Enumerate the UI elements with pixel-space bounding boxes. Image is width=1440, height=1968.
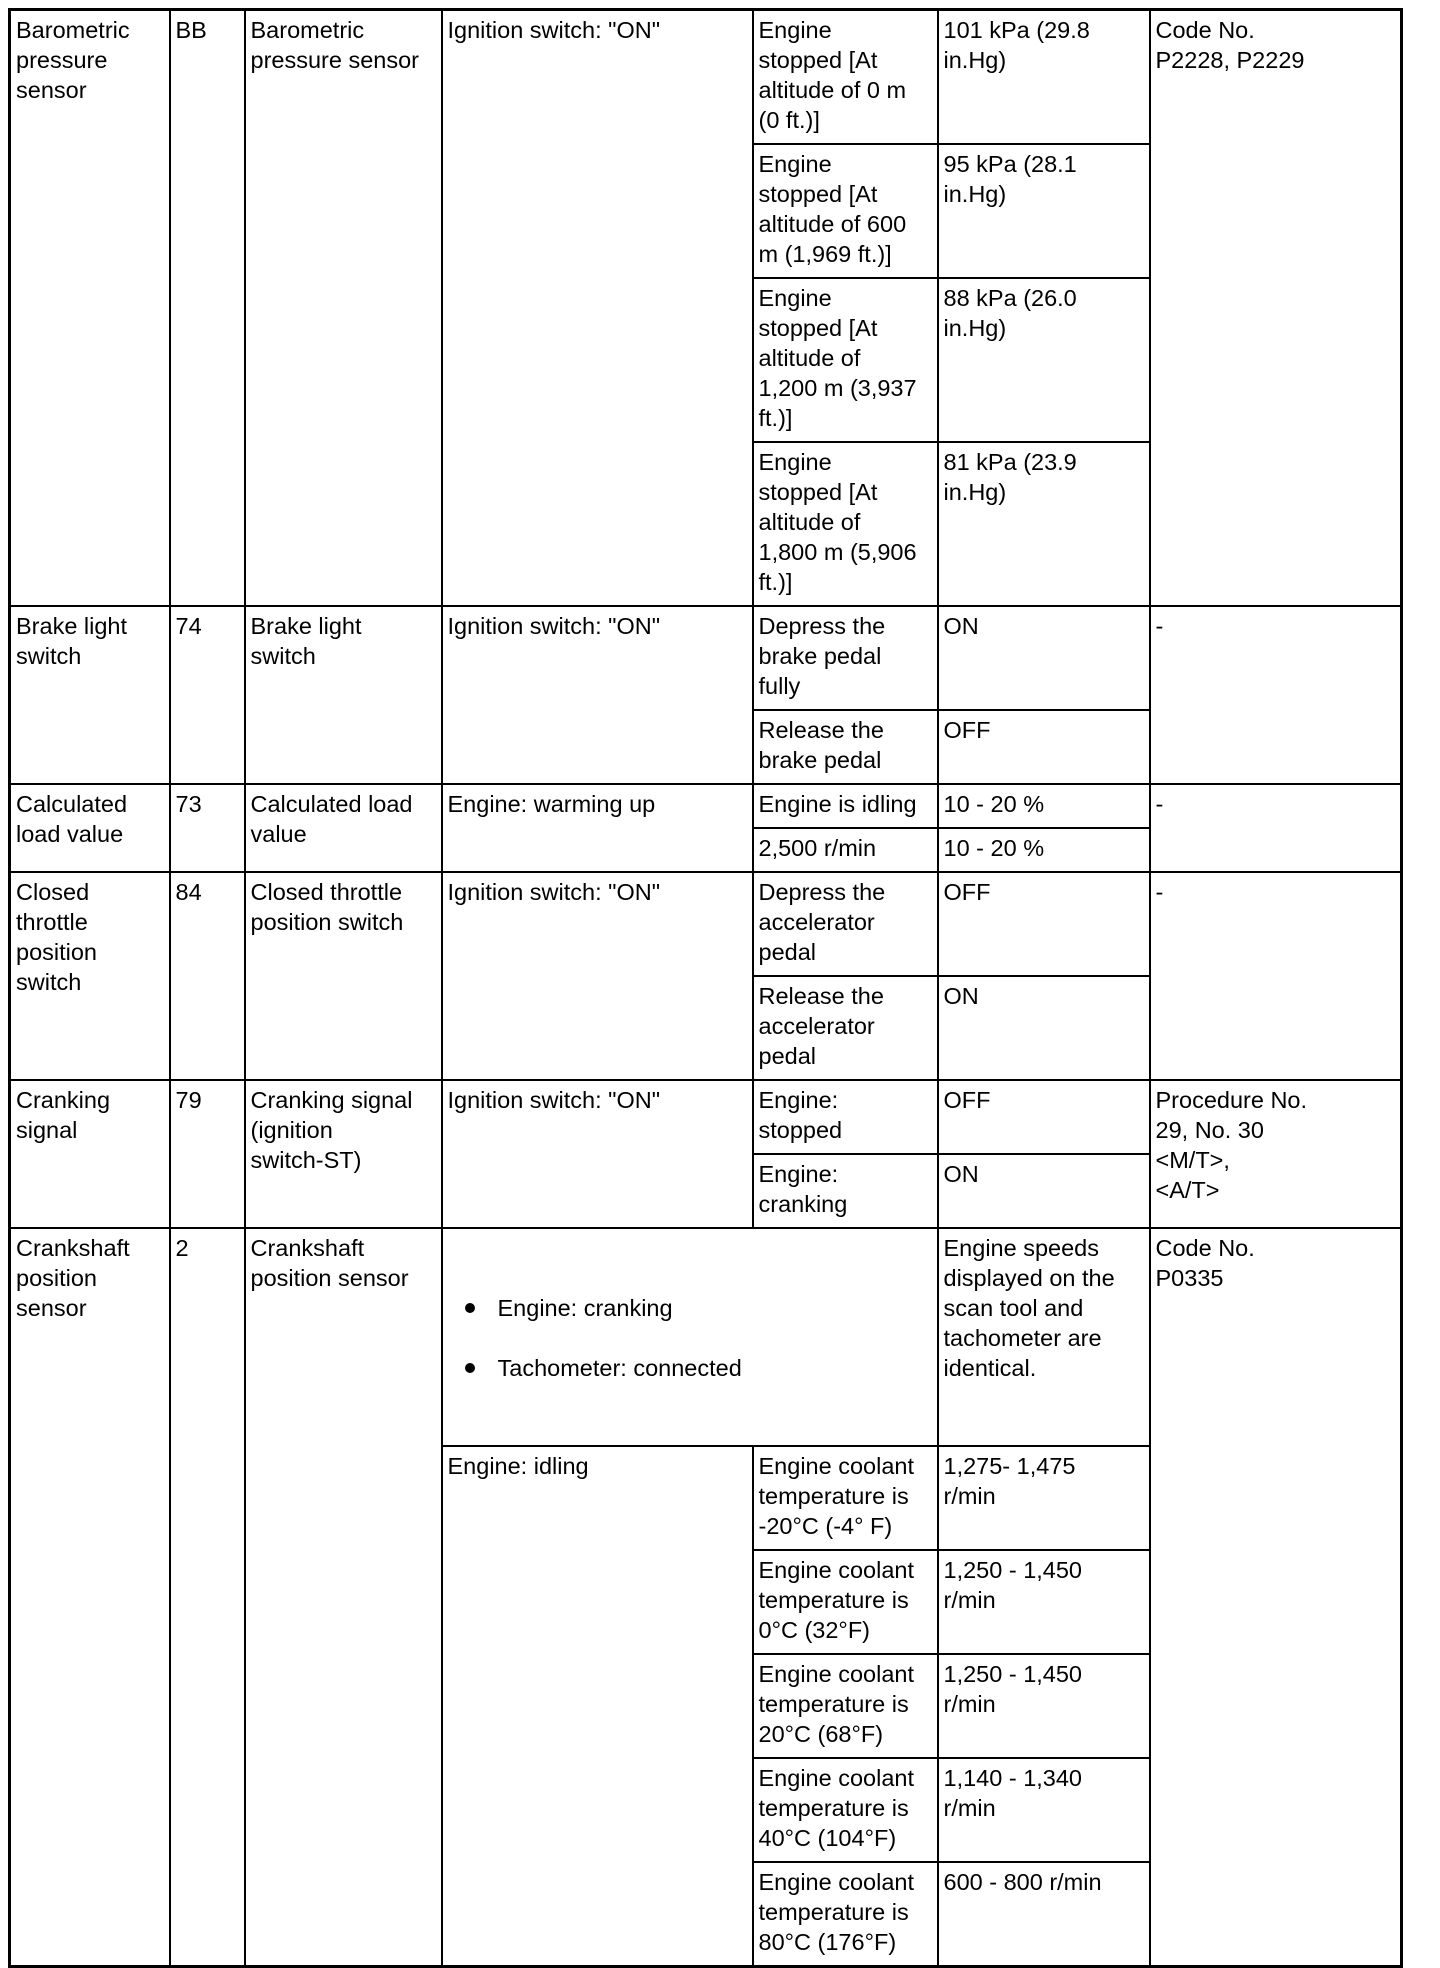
sub-condition-cell: Engine coolant temperature is 0°C (32°F) bbox=[753, 1550, 938, 1654]
item-cell: Calculated load value bbox=[10, 784, 170, 872]
item-number-cell: BB bbox=[170, 10, 245, 607]
item-cell: Brake light switch bbox=[10, 606, 170, 784]
check-condition-cell: Ignition switch: "ON" bbox=[442, 1080, 753, 1228]
normal-value-cell: OFF bbox=[938, 710, 1150, 784]
diagnostic-data-table bbox=[8, 8, 1403, 1968]
item-number-cell: 73 bbox=[170, 784, 245, 872]
list-item: Engine: cranking bbox=[462, 1293, 933, 1323]
normal-value-cell: 10 - 20 % bbox=[938, 828, 1150, 872]
sub-condition-cell: Engine: stopped bbox=[753, 1080, 938, 1154]
check-condition-cell: Ignition switch: "ON" bbox=[442, 606, 753, 784]
item-cell: Barometric pressure sensor bbox=[10, 10, 170, 607]
item-number-cell: 79 bbox=[170, 1080, 245, 1228]
sub-condition-cell: Engine stopped [At altitude of 1,800 m (5,906 ft.)] bbox=[753, 442, 938, 606]
normal-value-cell: 1,140 - 1,340 r/min bbox=[938, 1758, 1150, 1862]
check-condition-cell: Engine: idling bbox=[442, 1446, 753, 1967]
item-name-cell: Calculated load value bbox=[245, 784, 442, 872]
normal-value-cell: 600 - 800 r/min bbox=[938, 1862, 1150, 1967]
table-row bbox=[10, 1228, 1402, 1446]
item-number-cell: 2 bbox=[170, 1228, 245, 1967]
sub-condition-cell: Engine: cranking bbox=[753, 1154, 938, 1228]
item-cell: Closed throttle position switch bbox=[10, 872, 170, 1080]
item-number-cell: 74 bbox=[170, 606, 245, 784]
check-condition-cell bbox=[442, 1228, 938, 1446]
item-name-cell: Barometric pressure sensor bbox=[245, 10, 442, 607]
sub-condition-cell: Depress the accelerator pedal bbox=[753, 872, 938, 976]
normal-value-cell: 1,250 - 1,450 r/min bbox=[938, 1654, 1150, 1758]
sub-condition-cell: Engine coolant temperature is 20°C (68°F) bbox=[753, 1654, 938, 1758]
normal-value-cell: 1,250 - 1,450 r/min bbox=[938, 1550, 1150, 1654]
sub-condition-cell: Engine coolant temperature is -20°C (-4° F) bbox=[753, 1446, 938, 1550]
normal-value-cell: 10 - 20 % bbox=[938, 784, 1150, 828]
normal-value-cell: Engine speeds displayed on the scan tool and tachometer are identical. bbox=[938, 1228, 1150, 1446]
list-item: Tachometer: connected bbox=[462, 1353, 933, 1383]
table-row bbox=[10, 606, 1402, 710]
normal-value-cell: 1,275- 1,475 r/min bbox=[938, 1446, 1150, 1550]
reference-cell: Code No. P2228, P2229 bbox=[1150, 10, 1402, 607]
sub-condition-cell: Release the accelerator pedal bbox=[753, 976, 938, 1080]
table-row bbox=[10, 1080, 1402, 1154]
item-number-cell: 84 bbox=[170, 872, 245, 1080]
normal-value-cell: ON bbox=[938, 976, 1150, 1080]
sub-condition-cell: Engine coolant temperature is 80°C (176°F) bbox=[753, 1862, 938, 1967]
item-name-cell: Brake light switch bbox=[245, 606, 442, 784]
item-cell: Crankshaft position sensor bbox=[10, 1228, 170, 1967]
condition-bullet-list bbox=[448, 1263, 933, 1413]
reference-cell: - bbox=[1150, 606, 1402, 784]
table-row bbox=[10, 872, 1402, 976]
normal-value-cell: 101 kPa (29.8 in.Hg) bbox=[938, 10, 1150, 145]
table-row bbox=[10, 784, 1402, 828]
sub-condition-cell: Engine stopped [At altitude of 0 m (0 ft.)] bbox=[753, 10, 938, 145]
table-row bbox=[10, 10, 1402, 145]
sub-condition-cell: Engine is idling bbox=[753, 784, 938, 828]
check-condition-cell: Ignition switch: "ON" bbox=[442, 872, 753, 1080]
sub-condition-cell: 2,500 r/min bbox=[753, 828, 938, 872]
normal-value-cell: ON bbox=[938, 1154, 1150, 1228]
item-name-cell: Cranking signal (ignition switch-ST) bbox=[245, 1080, 442, 1228]
item-cell: Cranking signal bbox=[10, 1080, 170, 1228]
sub-condition-cell: Release the brake pedal bbox=[753, 710, 938, 784]
sub-condition-cell: Depress the brake pedal fully bbox=[753, 606, 938, 710]
reference-cell: - bbox=[1150, 784, 1402, 872]
sub-condition-cell: Engine coolant temperature is 40°C (104°F) bbox=[753, 1758, 938, 1862]
normal-value-cell: 88 kPa (26.0 in.Hg) bbox=[938, 278, 1150, 442]
sub-condition-cell: Engine stopped [At altitude of 1,200 m (3,937 ft.)] bbox=[753, 278, 938, 442]
item-name-cell: Crankshaft position sensor bbox=[245, 1228, 442, 1967]
check-condition-cell: Engine: warming up bbox=[442, 784, 753, 872]
check-condition-cell: Ignition switch: "ON" bbox=[442, 10, 753, 607]
sub-condition-cell: Engine stopped [At altitude of 600 m (1,969 ft.)] bbox=[753, 144, 938, 278]
reference-cell: - bbox=[1150, 872, 1402, 1080]
reference-cell: Procedure No. 29, No. 30 <M/T>, <A/T> bbox=[1150, 1080, 1402, 1228]
normal-value-cell: 95 kPa (28.1 in.Hg) bbox=[938, 144, 1150, 278]
item-name-cell: Closed throttle position switch bbox=[245, 872, 442, 1080]
normal-value-cell: 81 kPa (23.9 in.Hg) bbox=[938, 442, 1150, 606]
reference-cell: Code No. P0335 bbox=[1150, 1228, 1402, 1967]
normal-value-cell: ON bbox=[938, 606, 1150, 710]
normal-value-cell: OFF bbox=[938, 1080, 1150, 1154]
normal-value-cell: OFF bbox=[938, 872, 1150, 976]
